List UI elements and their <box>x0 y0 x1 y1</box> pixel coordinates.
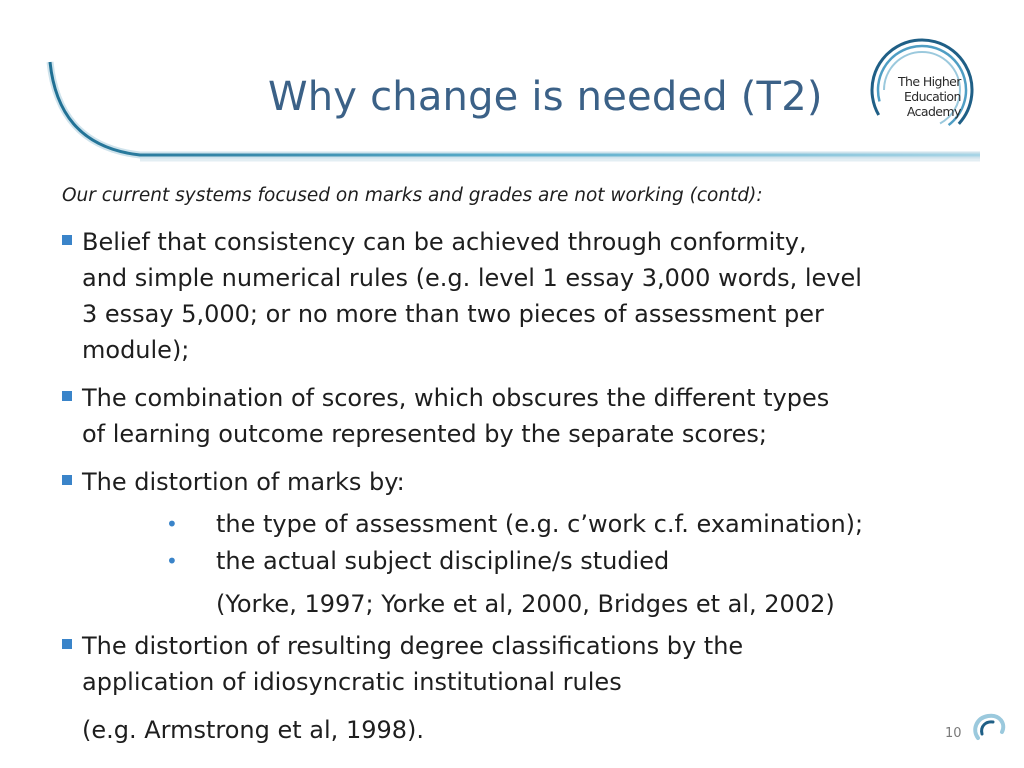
bullet-text-3 <box>82 464 405 500</box>
final-citation: (e.g. Armstrong et al, 1998). <box>82 716 425 744</box>
sub-citation: (Yorke, 1997; Yorke et al, 2000, Bridges et al, 2002) <box>216 590 835 618</box>
page-number: 10 <box>945 726 962 741</box>
bullet-square-icon <box>62 639 72 649</box>
bullet-line: and simple numerical rules (e.g. level 1 essay 3,000 words, level <box>82 264 862 292</box>
bullet-square-icon <box>62 391 72 401</box>
bullet-line: module); <box>82 336 190 364</box>
logo-line-3: Academy <box>906 104 961 119</box>
bullet-line: application of idiosyncratic institutional rules <box>82 668 622 696</box>
bullet-text-4 <box>82 628 743 700</box>
logo-line-2: Education <box>903 89 961 104</box>
bullet-line: 3 essay 5,000; or no more than two pieces of assessment per <box>82 300 824 328</box>
bullet-square-icon <box>62 235 72 245</box>
logo-line-1: The Higher <box>898 74 961 89</box>
slide-subtitle: Our current systems focused on marks and grades are not working (contd): <box>62 185 763 206</box>
sub-bullet-dot-icon: • <box>166 512 178 536</box>
bullet-line: The distortion of resulting degree classifications by the <box>82 632 744 660</box>
bullet-line: The combination of scores, which obscures the different types <box>82 384 830 412</box>
bullet-line: of learning outcome represented by the separate scores; <box>82 420 767 448</box>
bullet-text-1 <box>82 224 862 368</box>
bullet-text-2 <box>82 380 829 452</box>
slide-title: Why change is needed (T2) <box>268 74 823 120</box>
logo-text <box>898 74 961 119</box>
swirl-icon <box>968 708 1012 748</box>
sub-bullet-text-1: the type of assessment (e.g. c’work c.f. examination); <box>216 510 864 538</box>
bullet-line: The distortion of marks by: <box>82 468 405 496</box>
sub-bullet-text-2: the actual subject discipline/s studied <box>216 547 670 575</box>
bullet-line: Belief that consistency can be achieved through conformity, <box>82 228 807 256</box>
higher-education-academy-logo <box>866 34 978 146</box>
sub-bullet-dot-icon: • <box>166 549 178 573</box>
bullet-square-icon <box>62 475 72 485</box>
